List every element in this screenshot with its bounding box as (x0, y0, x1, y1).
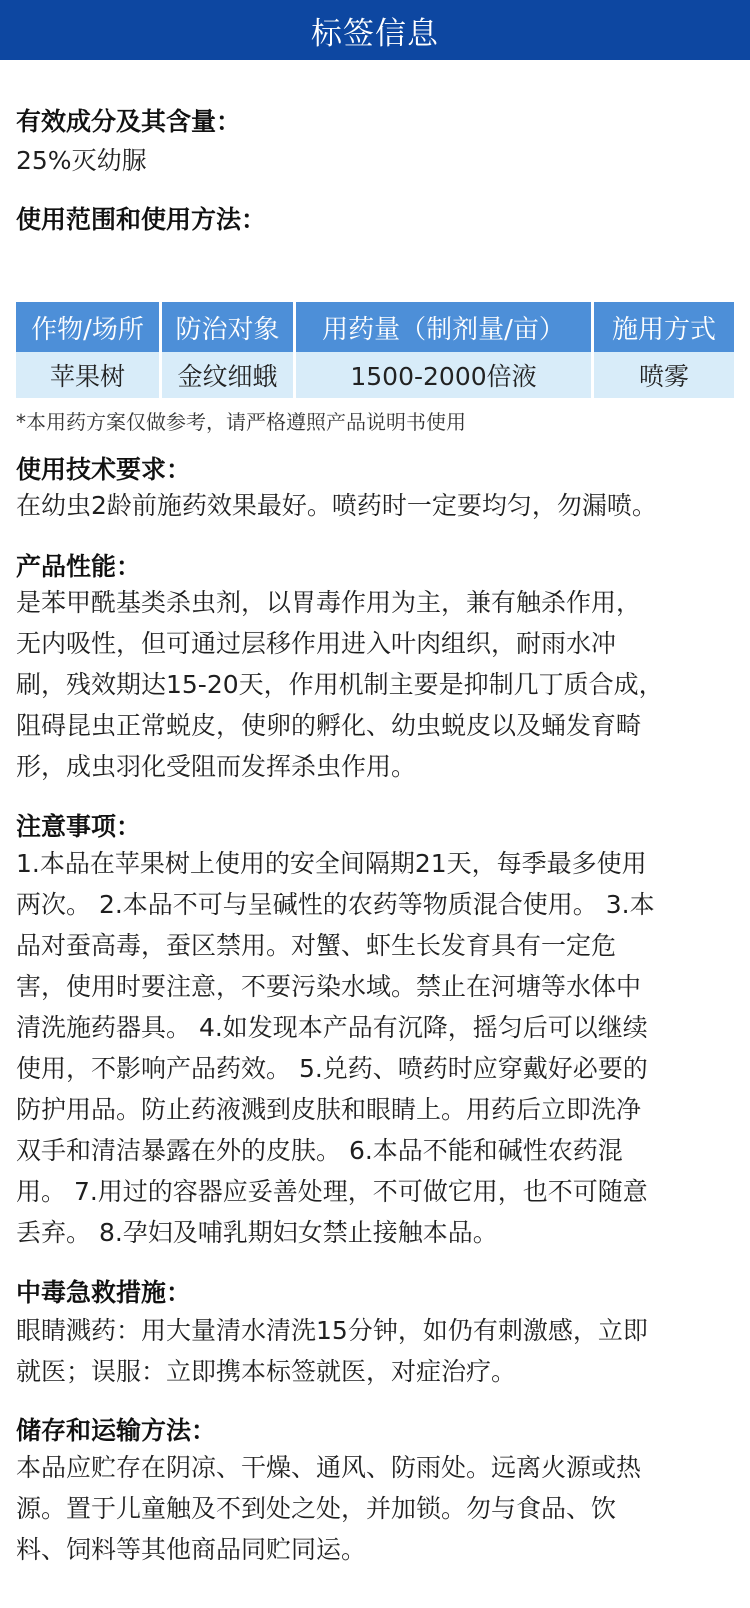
technique-heading: 使用技术要求： (16, 455, 192, 484)
text-line: 丢弃。 8.孕妇及哺乳期妇女禁止接触本品。 (16, 1218, 498, 1247)
usage-note: *本用药方案仅做参考，请严格遵照产品说明书使用 (16, 410, 466, 434)
text-line: 两次。 2.本品不可与呈碱性的农药等物质混合使用。 3.本 (16, 890, 655, 919)
table-header-target: 防治对象 (162, 302, 293, 352)
performance-heading: 产品性能： (16, 552, 142, 581)
text-line: 刷，残效期达15-20天，作用机制主要是抑制几丁质合成， (16, 670, 664, 699)
text-line: 本品应贮存在阴凉、干燥、通风、防雨处。远离火源或热 (16, 1453, 642, 1482)
header-bar (0, 0, 750, 60)
text-line: 双手和清洁暴露在外的皮肤。 6.本品不能和碱性农药混 (16, 1136, 623, 1165)
text-line: 使用，不影响产品药效。 5.兑药、喷药时应穿戴好必要的 (16, 1054, 648, 1083)
firstaid-heading: 中毒急救措施： (16, 1278, 192, 1307)
text-line: 1.本品在苹果树上使用的安全间隔期21天，每季最多使用 (16, 849, 647, 878)
text-line: 是苯甲酰基类杀虫剂，以胃毒作用为主，兼有触杀作用， (16, 588, 642, 617)
text-line: 品对蚕高毒，蚕区禁用。对蟹、虾生长发育具有一定危 (16, 931, 617, 960)
technique-text (16, 485, 734, 526)
table-header-method: 施用方式 (594, 302, 734, 352)
text-line: 清洗施药器具。 4.如发现本产品有沉降，摇匀后可以继续 (16, 1013, 648, 1042)
text-line: 在幼虫2龄前施药效果最好。喷药时一定要均匀，勿漏喷。 (16, 491, 657, 520)
table-cell-target: 金纹细蛾 (162, 352, 293, 398)
table-cell-dosage: 1500-2000倍液 (296, 352, 591, 398)
text-line: 害，使用时要注意，不要污染水域。禁止在河塘等水体中 (16, 972, 642, 1001)
text-line: 无内吸性，但可通过层移作用进入叶肉组织，耐雨水冲 (16, 629, 617, 658)
firstaid-text (16, 1310, 734, 1392)
text-line: 用。 7.用过的容器应妥善处理，不可做它用，也不可随意 (16, 1177, 648, 1206)
precautions-heading: 注意事项： (16, 812, 142, 841)
table-header-crop: 作物/场所 (16, 302, 159, 352)
text-line: 料、饲料等其他商品同贮同运。 (16, 1535, 367, 1564)
text-line: 源。置于儿童触及不到处之处，并加锁。勿与食品、饮 (16, 1494, 617, 1523)
table-header-dosage: 用药量（制剂量/亩） (296, 302, 591, 352)
page-title: 标签信息 (311, 15, 439, 52)
performance-text (16, 582, 734, 787)
precautions-text (16, 843, 734, 1253)
text-line: 眼睛溅药：用大量清水清洗15分钟，如仍有刺激感，立即 (16, 1316, 648, 1345)
usage-heading: 使用范围和使用方法： (16, 205, 267, 234)
text-line: 阻碍昆虫正常蜕皮，使卵的孵化、幼虫蜕皮以及蛹发育畸 (16, 711, 642, 740)
table-cell-crop: 苹果树 (16, 352, 159, 398)
storage-text (16, 1447, 734, 1570)
text-line: 防护用品。防止药液溅到皮肤和眼睛上。用药后立即洗净 (16, 1095, 642, 1124)
ingredient-heading: 有效成分及其含量： (16, 107, 242, 136)
dosage-table (16, 302, 734, 398)
storage-heading: 储存和运输方法： (16, 1416, 217, 1445)
table-cell-method: 喷雾 (594, 352, 734, 398)
ingredient-text: 25%灭幼脲 (16, 146, 147, 175)
text-line: 就医；误服：立即携本标签就医，对症治疗。 (16, 1357, 517, 1386)
text-line: 形，成虫羽化受阻而发挥杀虫作用。 (16, 752, 417, 781)
